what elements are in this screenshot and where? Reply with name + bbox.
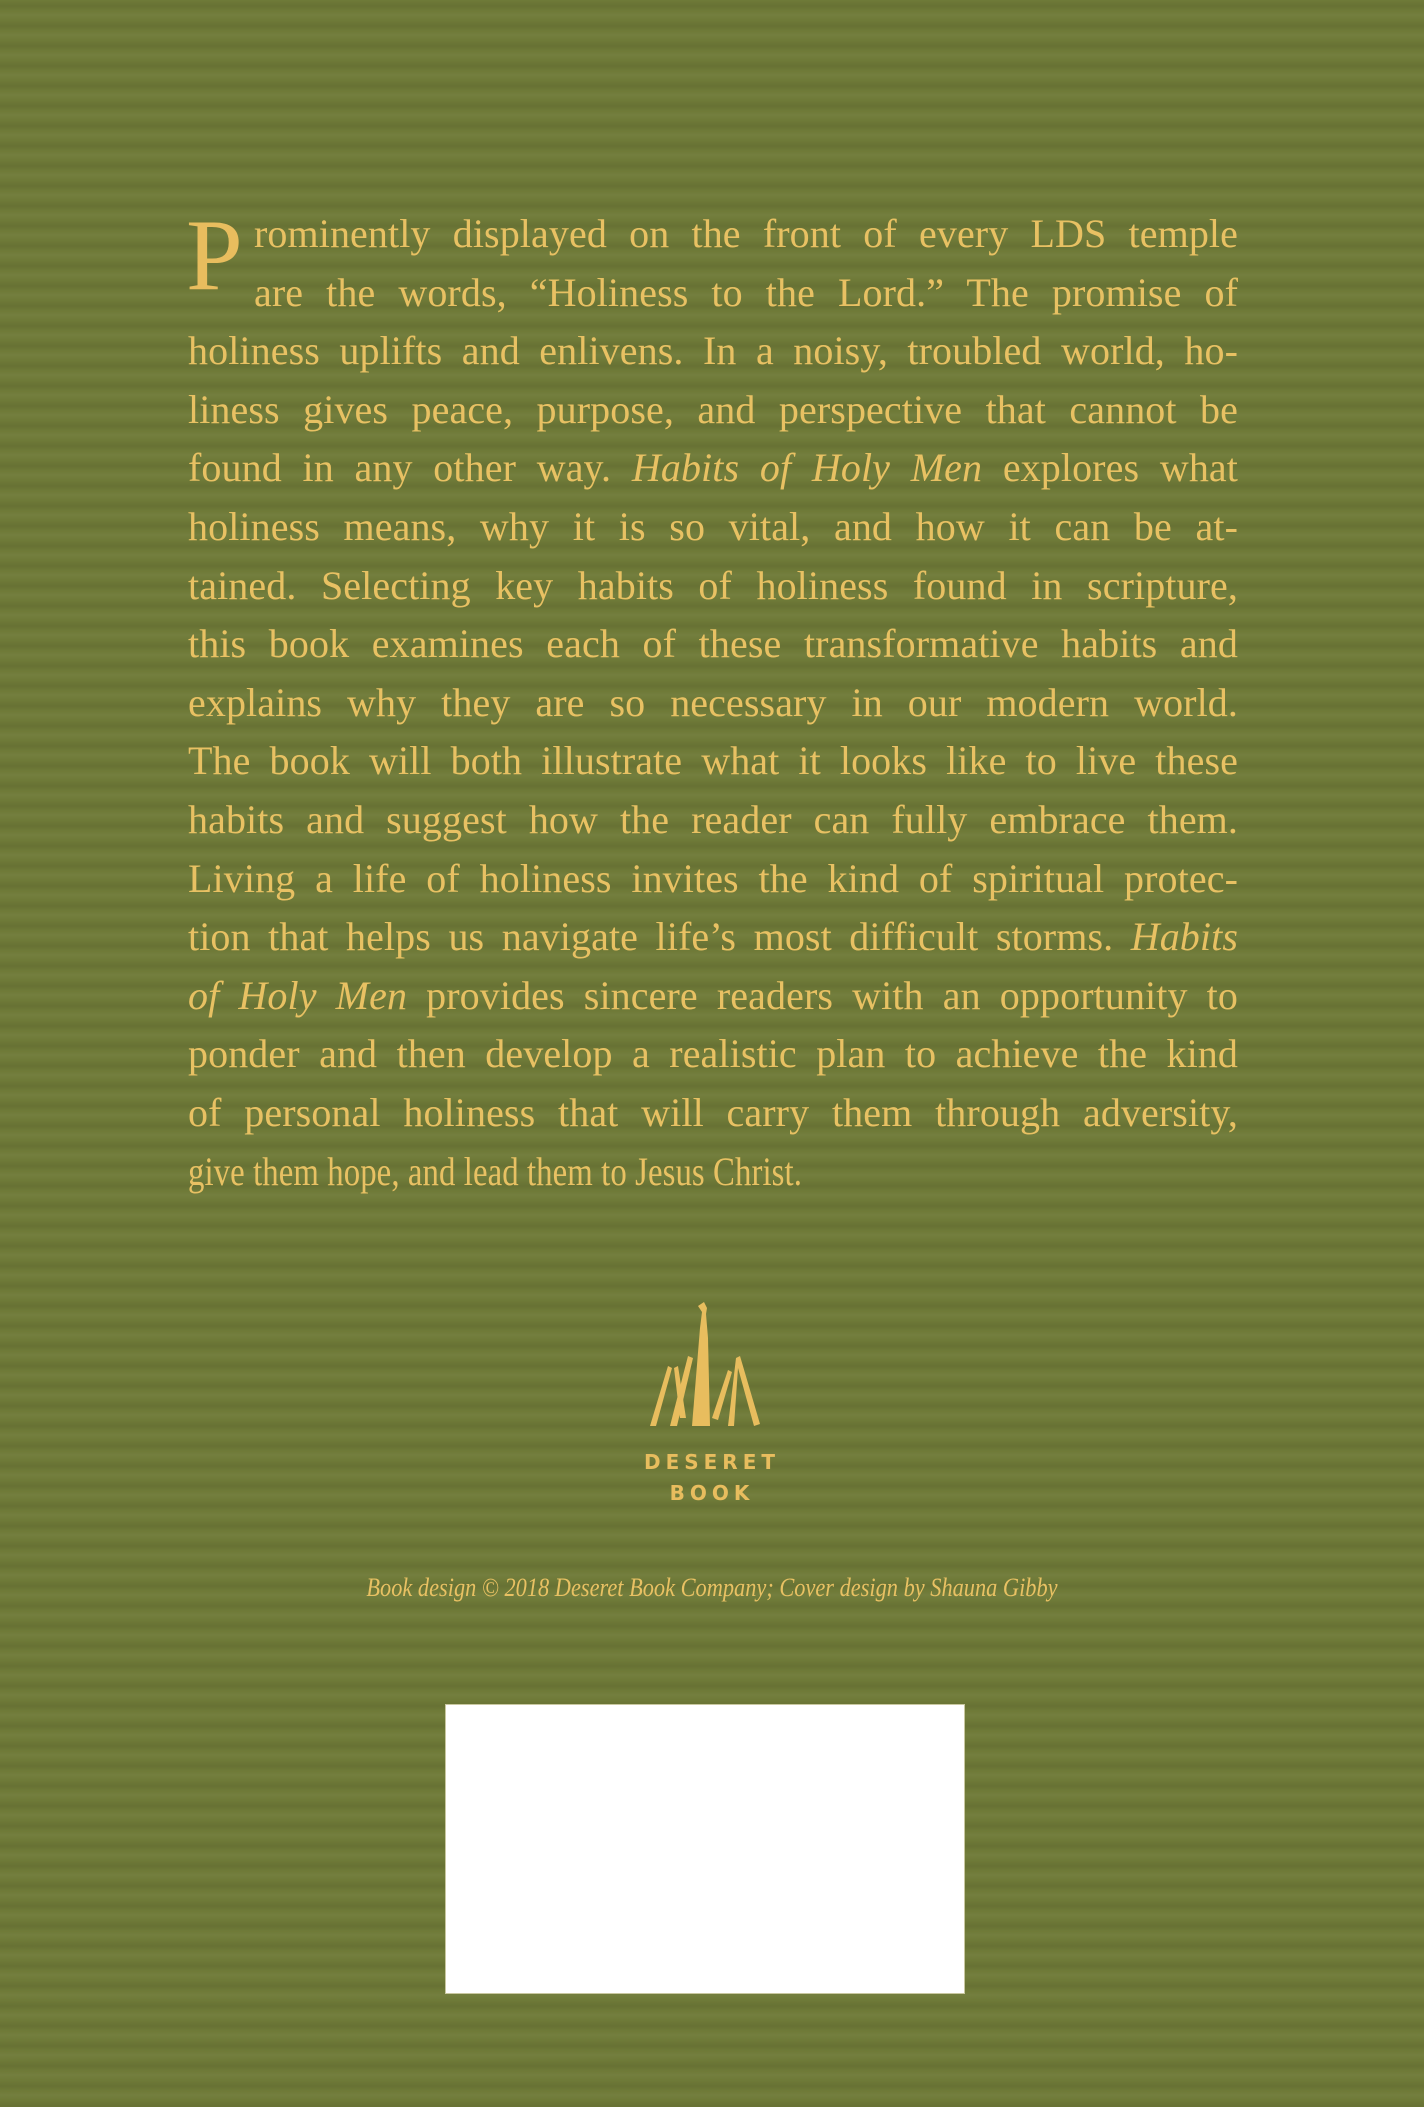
design-credit: Book design © 2018 Deseret Book Company; Cover design by Shauna Gibby [366, 1573, 1058, 1602]
blurb-line: rominently displayed on the front of every LDS temple [254, 211, 1238, 256]
blurb-line: are the words, “Holiness to the Lord.” The promise of [254, 269, 1238, 315]
blurb-line: found in any other way. Habits of Holy Men explores what [188, 445, 1238, 491]
publisher-name-line2: BOOK [669, 1481, 755, 1505]
blurb-line: tained. Selecting key habits of holiness found in scripture, [188, 562, 1238, 608]
blurb-line: this book examines each of these transformative habits and [188, 621, 1238, 667]
book-blurb [186, 199, 1238, 1201]
blurb-line: ponder and then develop a realistic plan to achieve the kind [188, 1031, 1238, 1077]
book-title-italic: of Holy Men [188, 972, 408, 1018]
blurb-line: habits and suggest how the reader can fully embrace them. [188, 796, 1238, 842]
barcode-placeholder [445, 1704, 965, 1994]
blurb-line: explains why they are so necessary in our modern world. [188, 679, 1238, 725]
blurb-line: holiness uplifts and enlivens. In a noisy, troubled world, ho- [188, 328, 1238, 374]
blurb-line: The book will both illustrate what it looks like to live these [188, 738, 1238, 784]
book-title-italic: Habits of Holy Men [631, 445, 983, 491]
blurb-line: of Holy Men provides sincere readers with an opportunity to [188, 972, 1238, 1018]
book-title-italic: Habits [1130, 914, 1238, 960]
blurb-line: liness gives peace, purpose, and perspective that cannot be [188, 386, 1238, 432]
deseret-book-logo-icon [640, 1298, 780, 1430]
blurb-line: give them hope, and lead them to Jesus Christ. [188, 1148, 802, 1194]
blurb-line: Living a life of holiness invites the kind of spiritual protec- [188, 855, 1238, 901]
blurb-line: holiness means, why it is so vital, and how it can be at- [188, 503, 1238, 549]
blurb-line: of personal holiness that will carry them through adversity, [188, 1089, 1238, 1135]
blurb-line: tion that helps us navigate life’s most difficult storms. Habits [188, 914, 1238, 960]
drop-cap: P [186, 199, 243, 312]
publisher-name-line1: DESERET [643, 1450, 781, 1474]
